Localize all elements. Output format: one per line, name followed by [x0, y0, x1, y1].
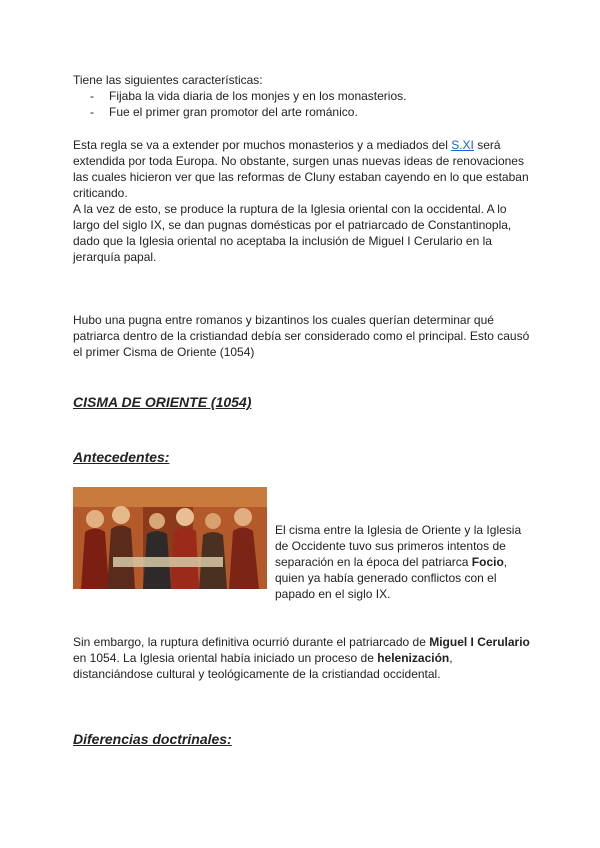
sxi-link[interactable]: S.XI [451, 138, 474, 152]
heading-antecedentes: Antecedentes: [73, 449, 170, 465]
list-item: - Fijaba la vida diaria de los monjes y en los monasterios. [90, 89, 407, 103]
image-caption: El cisma entre la Iglesia de Oriente y la Iglesia de Occidente tuvo sus primeros intentos de separación en la época del patriarca Focio, quien ya había generado conflictos con el papado en el siglo IX. [275, 523, 522, 601]
painting-illustration [73, 487, 267, 589]
list-item: - Fue el primer gran promotor del arte románico. [90, 105, 358, 119]
paragraph-ruptura-definitiva: Sin embargo, la ruptura definitiva ocurrió durante el patriarcado de Miguel I Cerulario en 1054. La Iglesia oriental había iniciado un proceso de helenización, distanciándose cultural y teológicamente de la cristiandad occidental. [73, 635, 530, 681]
byzantine-painting-image [73, 487, 267, 589]
characteristics-list [73, 88, 406, 120]
heading-diferencias: Diferencias doctrinales: [73, 731, 232, 747]
heading-cisma: CISMA DE ORIENTE (1054) [73, 394, 252, 410]
paragraph-pugna: Hubo una pugna entre romanos y bizantinos los cuales querían determinar qué patriarca dentro de la cristiandad debía ser considerado como el principal. Esto causó el primer Cisma de Oriente (1054) [73, 313, 530, 359]
paragraph-ruptura: A la vez de esto, se produce la ruptura de la Iglesia oriental con la occidental. A lo largo del siglo IX, se dan pugnas domésticas por el patriarcado de Constantinopla, dado que la Iglesia oriental no aceptaba la inclusión de Miguel I Cerulario en la jerarquía papal. [73, 202, 512, 264]
intro-text: Tiene las siguientes características: [73, 73, 263, 87]
paragraph-regla: Esta regla se va a extender por muchos monasterios y a mediados del S.XI será extendida por toda Europa. No obstante, surgen unas nuevas ideas de renovaciones las cuales hicieron ver que las reformas de Cluny estaban cayendo en lo que estaban criticando. [73, 138, 529, 200]
